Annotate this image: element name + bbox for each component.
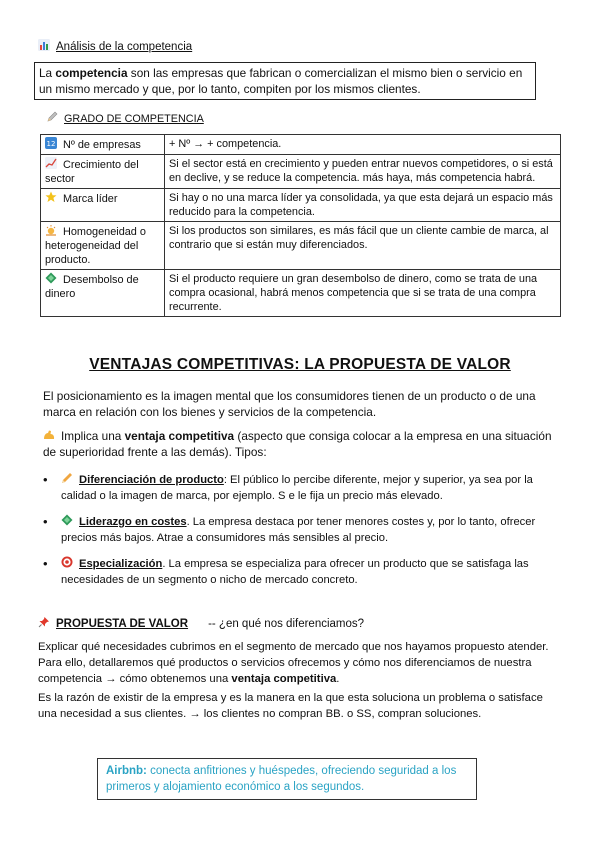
diamond-icon [45,272,57,284]
bar-chart-icon [38,39,50,51]
table-row [41,189,561,222]
factor-cell: Marca líder [41,189,165,222]
desc-cell: Si el sector está en crecimiento y pueden entrar nuevos competidores, o si está en declive, y se reduce la competencia. más haya, más competencia habrá. [165,155,561,189]
list-item: • Diferenciación de producto: El público lo percibe diferente, mejor y superior, ya sea por la calidad o la imagen de marca, por ejemplo. S e le fija un precio más elevado. [43,472,561,504]
competencia-definition-box: La competencia son las empresas que fabrican o comercializan el mismo bien o servicio en un mismo mercado y que, por lo tanto, compiten por los mismos clientes. [34,62,536,100]
desc-cell: Si hay o no una marca líder ya consolidada, ya que esta dejará un espacio más reducido para la competencia. [165,189,561,222]
flexed-arm-icon [43,429,55,441]
section-title-propuesta: PROPUESTA DE VALOR -- ¿en qué nos diferenciamos? [38,616,364,630]
factor-cell: 12 Nº de empresas [41,135,165,155]
list-item: • Liderazgo en costes. La empresa destaca por tener menores costes y, por lo tanto, ofrecer precios más bajos. Atrae a consumidores más sensibles al precio. [43,514,561,546]
table-row [41,222,561,270]
table-row [41,135,561,155]
list-item: • Especialización. La empresa se especializa para ofrecer un producto que se satisfaga las necesidades de un segmento o nicho de mercado concreto. [43,556,561,588]
section-title-analisis: Análisis de la competencia [38,39,192,53]
desc-cell: Si los productos son similares, es más fácil que un cliente cambie de marca, al contrario que si están muy diferenciados. [165,222,561,270]
factor-cell: Homogeneidad o heterogeneidad del producto. [41,222,165,270]
section-title-grado: GRADO DE COMPETENCIA [46,111,204,125]
sun-icon [45,224,57,236]
posicionamiento-paragraph: El posicionamiento es la imagen mental que los consumidores tienen de un producto o de una marca en relación con los bienes y servicios de la competencia. [43,389,536,419]
page-heading: VENTAJAS COMPETITIVAS: LA PROPUESTA DE VALOR [89,356,511,373]
airbnb-example-box: Airbnb: conecta anfitriones y huéspedes, ofreciendo seguridad a los primeros y alojamiento económico a los segundos. [97,758,477,800]
propuesta-paragraph-2: Es la razón de existir de la empresa y es la manera en la que esta soluciona un problema o satisface una necesidad a sus clientes. → los clientes no compran BB. o SS, compran soluciones. [38,692,543,720]
tipos-list [43,472,561,598]
svg-text:12: 12 [46,140,56,148]
chart-up-icon [45,157,57,169]
pencil-icon [61,472,73,484]
propuesta-paragraph-1: Explicar qué necesidades cubrimos en el segmento de mercado que nos hayamos propuesto atender. Para ello, detallaremos qué productos o servicios ofrecemos y cómo nos diferenciamos de nuestra competencia → cómo obtenemos una ventaja competitiva. [38,641,549,685]
numbers-icon [45,137,57,149]
star-icon [45,191,57,203]
table-row [41,155,561,189]
pencil-icon [46,111,58,123]
factor-cell: Desembolso de dinero [41,270,165,317]
implica-paragraph: Implica una ventaja competitiva (aspecto que consiga colocar a la empresa en una situación de superioridad frente a las demás). Tipos: [43,429,552,459]
pushpin-icon [38,616,50,628]
desc-cell: + Nº → + competencia. [165,135,561,155]
table-row [41,270,561,317]
desc-cell: Si el producto requiere un gran desembolso de dinero, como se trata de una compra ocasional, habrá menos competencia que si se trata de una compra recurrente. [165,270,561,317]
factor-cell: Crecimiento del sector [41,155,165,189]
target-icon [61,556,73,568]
grado-table [40,134,561,317]
diamond-icon [61,514,73,526]
